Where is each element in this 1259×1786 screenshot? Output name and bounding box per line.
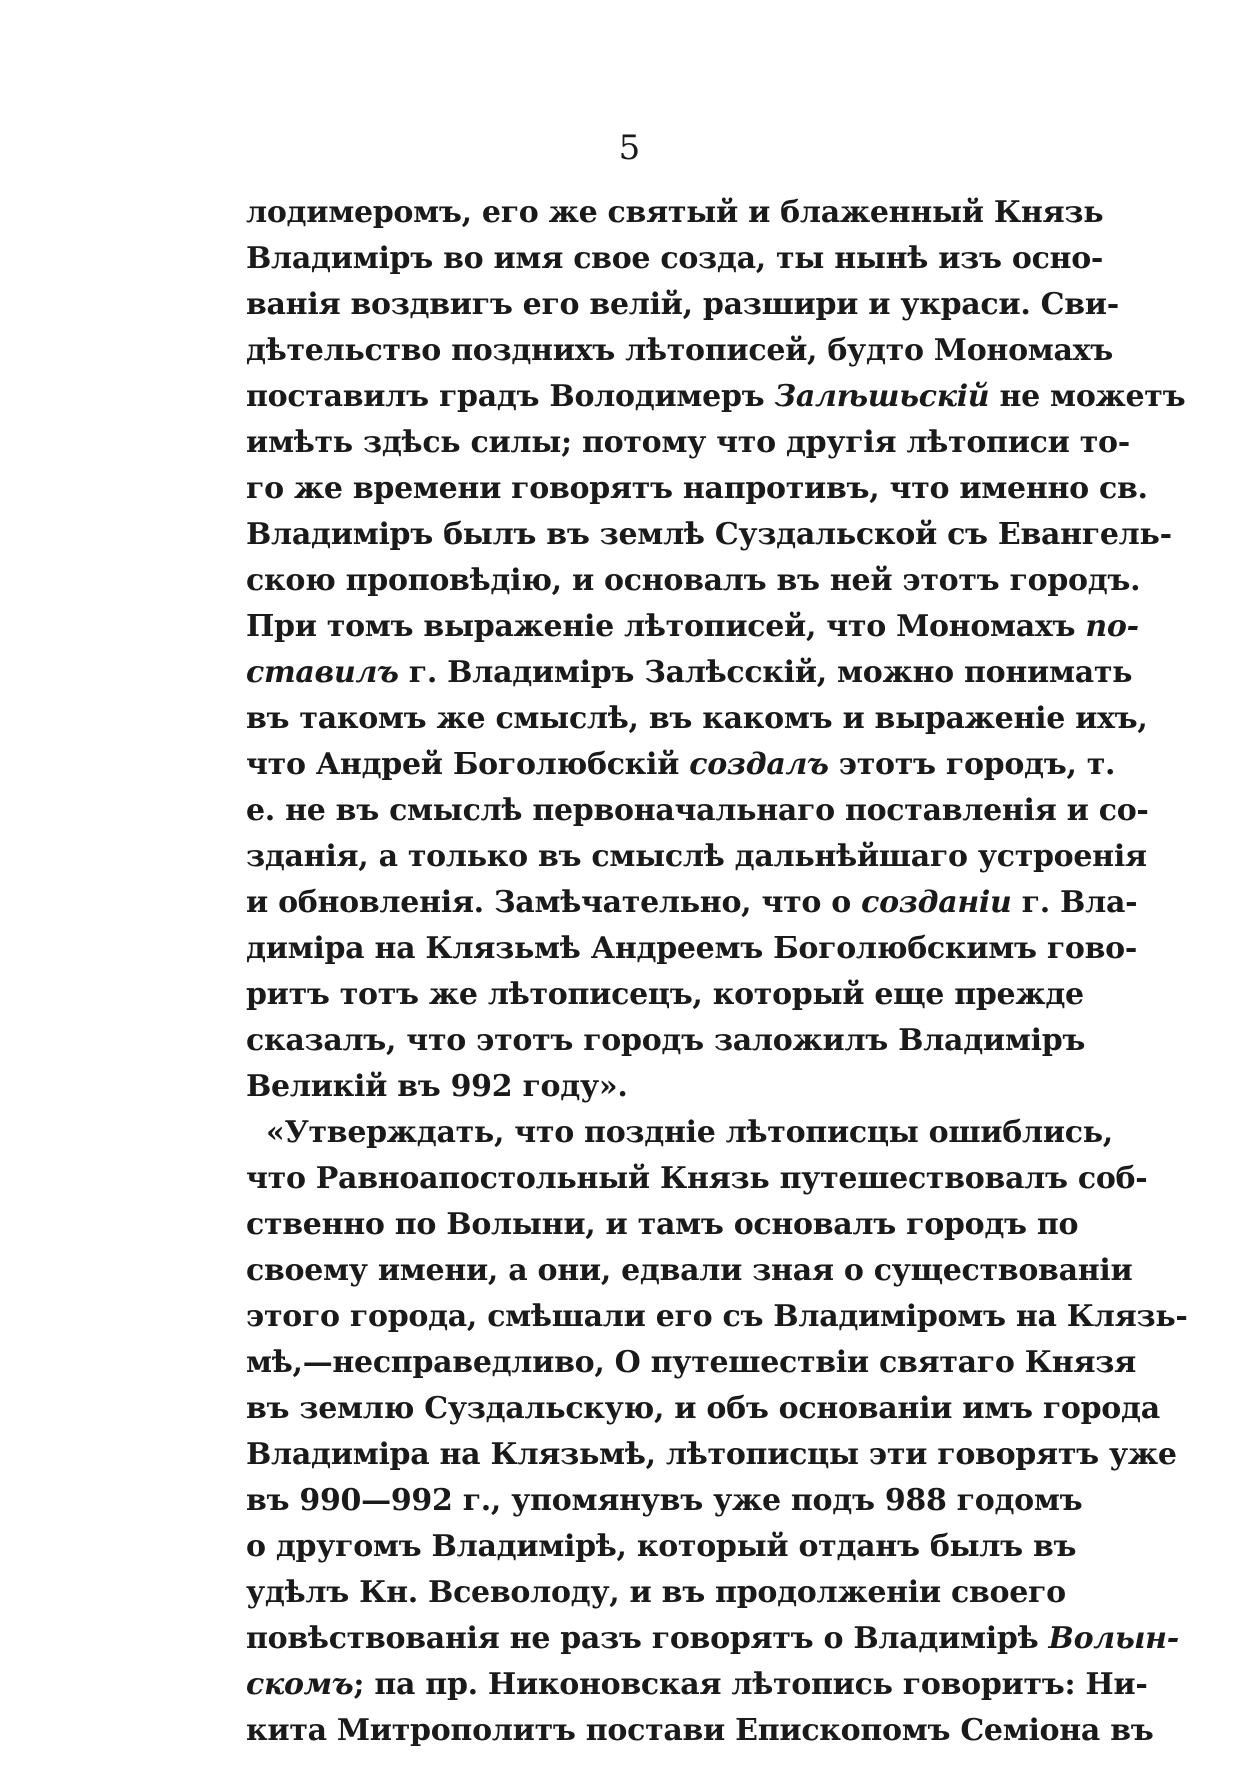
text-line xyxy=(246,880,1138,926)
text-segment: что Равноапостольный Князь путешествовалъ соб- xyxy=(246,1161,1148,1196)
text-segment: г. Вла- xyxy=(1011,885,1138,920)
text-segment: ванія воздвигъ его велій, разшири и украси. Сви- xyxy=(246,287,1119,322)
text-segment: имѣть здѣсь силы; потому что другія лѣтописи то- xyxy=(246,425,1130,460)
text-line xyxy=(246,788,1149,834)
text-line xyxy=(246,374,1186,420)
text-line xyxy=(246,1018,1086,1064)
text-line xyxy=(246,1570,1066,1616)
text-line xyxy=(246,1294,1188,1340)
text-segment: скою проповѣдію, и основалъ въ ней этотъ городъ. xyxy=(246,563,1141,598)
text-line xyxy=(246,1340,1136,1386)
text-segment: г. Владиміръ Залѣсскій, можно понимать xyxy=(398,655,1133,690)
text-segment: кита Митрополитъ постави Епископомъ Семіона въ xyxy=(246,1713,1154,1748)
text-segment: дѣтельство позднихъ лѣтописей, будто Мономахъ xyxy=(246,333,1113,368)
text-segment: и обновленія. Замѣчательно, что о xyxy=(246,885,862,920)
text-line xyxy=(246,650,1133,696)
text-segment: Владиміръ во имя свое созда, ты нынѣ изъ осно- xyxy=(246,241,1104,276)
text-line xyxy=(246,466,1148,512)
text-segment: ; па пр. Никоновская лѣтопись говоритъ: Ни- xyxy=(353,1667,1148,1702)
text-line xyxy=(246,1524,1077,1570)
text-line xyxy=(246,282,1119,328)
text-line xyxy=(246,604,1139,650)
italic-text-segment: созданіи xyxy=(861,885,1012,920)
text-segment: удѣлъ Кн. Всеволоду, и въ продолженіи своего xyxy=(246,1575,1066,1610)
text-segment: При томъ выраженіе лѣтописей, что Мономахъ xyxy=(246,609,1086,644)
text-line xyxy=(246,512,1172,558)
text-line xyxy=(246,236,1104,282)
text-line xyxy=(246,1478,1083,1524)
text-segment: мѣ,—несправедливо, О путешествіи святаго Князя xyxy=(246,1345,1136,1380)
text-line xyxy=(246,834,1147,880)
text-segment: повѣствованія не разъ говорятъ о Владимірѣ xyxy=(246,1621,1049,1656)
text-line xyxy=(246,972,1084,1018)
text-line xyxy=(246,1432,1177,1478)
text-segment: о другомъ Владимірѣ, который отданъ былъ въ xyxy=(246,1529,1077,1564)
italic-text-segment: Залѣшьскій xyxy=(774,379,990,414)
text-segment: ственно по Волыни, и тамъ основалъ городъ по xyxy=(246,1207,1079,1242)
italic-text-segment: скомъ xyxy=(246,1667,354,1702)
text-segment: этого города, смѣшали его съ Владиміромъ на Клязь- xyxy=(246,1299,1188,1334)
page-number: 5 xyxy=(618,128,641,168)
text-line xyxy=(246,1156,1148,1202)
text-line xyxy=(246,1248,1133,1294)
italic-text-segment: ставилъ xyxy=(246,655,399,690)
text-segment: что Андрей Боголюбскій xyxy=(246,747,690,782)
text-line xyxy=(246,328,1113,374)
text-segment: Владиміра на Клязьмѣ, лѣтописцы эти говорятъ уже xyxy=(246,1437,1177,1472)
text-segment: е. не въ смыслѣ первоначальнаго поставленія и со- xyxy=(246,793,1149,828)
text-segment: въ землю Суздальскую, и объ основаніи имъ города xyxy=(246,1391,1160,1426)
text-line xyxy=(246,1110,1113,1156)
text-segment: своему имени, а они, едвали зная о существованіи xyxy=(246,1253,1133,1288)
text-line xyxy=(246,1708,1154,1754)
text-segment: Великій въ 992 году». xyxy=(246,1069,628,1104)
text-segment: въ 990—992 г., упомянувъ уже подъ 988 годомъ xyxy=(246,1483,1083,1518)
italic-text-segment: по- xyxy=(1085,609,1139,644)
text-line xyxy=(246,696,1148,742)
text-segment: поставилъ градъ Володимеръ xyxy=(246,379,775,414)
text-segment: зданія, а только въ смыслѣ дальнѣйшаго устроенія xyxy=(246,839,1147,874)
text-line xyxy=(246,1386,1160,1432)
text-segment: сказалъ, что этотъ городъ заложилъ Владиміръ xyxy=(246,1023,1086,1058)
text-segment: го же времени говорятъ напротивъ, что именно св. xyxy=(246,471,1148,506)
italic-text-segment: Волын- xyxy=(1048,1621,1179,1656)
text-segment: диміра на Клязьмѣ Андреемъ Боголюбскимъ гово- xyxy=(246,931,1138,966)
text-segment: лодимеромъ, его же святый и блаженный Князь xyxy=(246,195,1104,230)
text-line xyxy=(246,558,1141,604)
text-segment: въ такомъ же смыслѣ, въ какомъ и выраженіе ихъ, xyxy=(246,701,1148,736)
text-segment: не можетъ xyxy=(989,379,1186,414)
body-text xyxy=(246,190,1188,1754)
text-line xyxy=(246,1616,1179,1662)
text-segment: ритъ тотъ же лѣтописецъ, который еще прежде xyxy=(246,977,1084,1012)
text-line xyxy=(246,926,1138,972)
text-line xyxy=(246,1202,1079,1248)
text-line xyxy=(246,420,1130,466)
text-segment: этотъ городъ, т. xyxy=(828,747,1116,782)
text-line xyxy=(246,742,1116,788)
text-segment: Владиміръ былъ въ землѣ Суздальской съ Евангель- xyxy=(246,517,1172,552)
text-line xyxy=(246,190,1104,236)
text-segment: «Утверждать, что поздніе лѣтописцы ошиблись, xyxy=(266,1115,1113,1150)
text-line xyxy=(246,1662,1148,1708)
text-line xyxy=(246,1064,1020,1110)
italic-text-segment: создалъ xyxy=(689,747,829,782)
